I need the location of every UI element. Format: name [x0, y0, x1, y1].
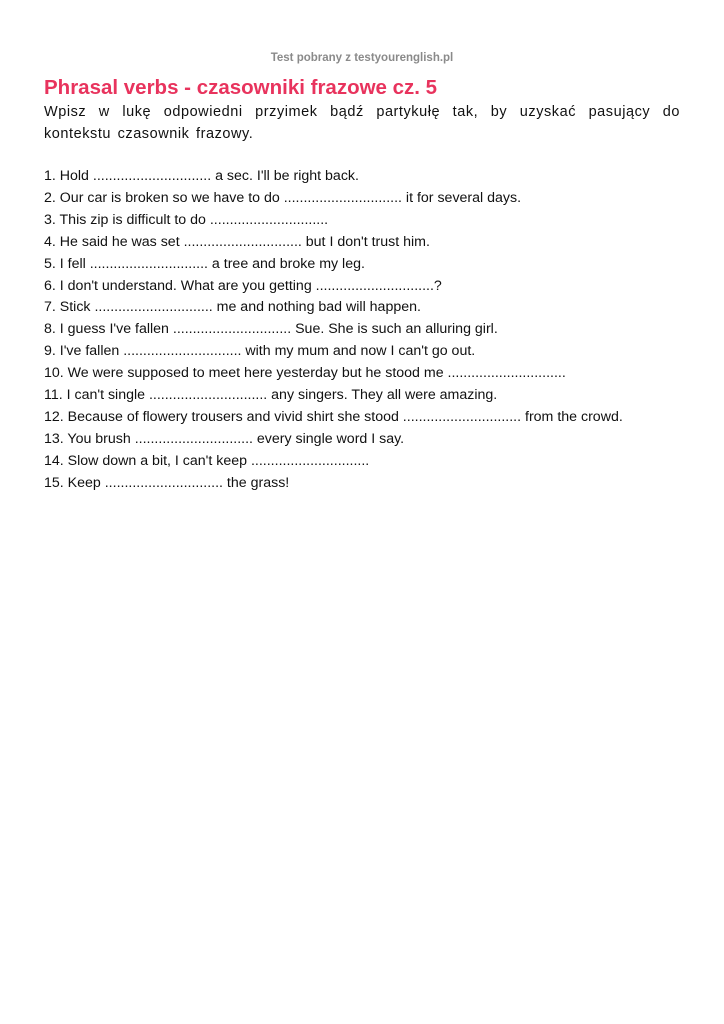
- exercise-item-3: 3. This zip is difficult to do ..............................: [44, 211, 329, 228]
- exercise-item-9: 9. I've fallen .............................. with my mum and now I can't go out.: [44, 343, 476, 360]
- exercise-item-11: 11. I can't single .............................. any singers. They all were amazing.: [44, 387, 498, 404]
- source-note: Test pobrany z testyourenglish.pl: [270, 52, 454, 64]
- exercise-item-1: 1. Hold .............................. a sec. I'll be right back.: [44, 168, 359, 184]
- exercise-item-4: 4. He said he was set .............................. but I don't trust him.: [44, 233, 430, 250]
- exercise-item-6: 6. I don't understand. What are you getting ..............................?: [44, 277, 442, 294]
- exercise-item-2: 2. Our car is broken so we have to do .............................. it for several days.: [44, 189, 522, 206]
- exercise-item-13: 13. You brush .............................. every single word I say.: [44, 430, 405, 447]
- instructions-text: Wpisz w lukę odpowiedni przyimek bądź partykułę tak, by uzyskać pasujący do kontekstu czasownik frazowy.: [44, 104, 680, 142]
- exercise-list: [44, 166, 704, 495]
- exercise-item-5: 5. I fell .............................. a tree and broke my leg.: [44, 255, 365, 272]
- exercise-item-7: 7. Stick .............................. me and nothing bad will happen.: [44, 299, 421, 316]
- page-title: Phrasal verbs - czasowniki frazowe cz. 5: [44, 76, 438, 99]
- exercise-item-10: 10. We were supposed to meet here yesterday but he stood me ..............................: [44, 365, 566, 382]
- exercise-item-14: 14. Slow down a bit, I can't keep ..............................: [44, 452, 370, 469]
- exercise-item-15: 15. Keep .............................. the grass!: [44, 474, 290, 491]
- exercise-item-12: 12. Because of flowery trousers and vivid shirt she stood .............................. from the crowd.: [44, 408, 623, 425]
- exercise-item-8: 8. I guess I've fallen .............................. Sue. She is such an alluring girl.: [44, 321, 498, 338]
